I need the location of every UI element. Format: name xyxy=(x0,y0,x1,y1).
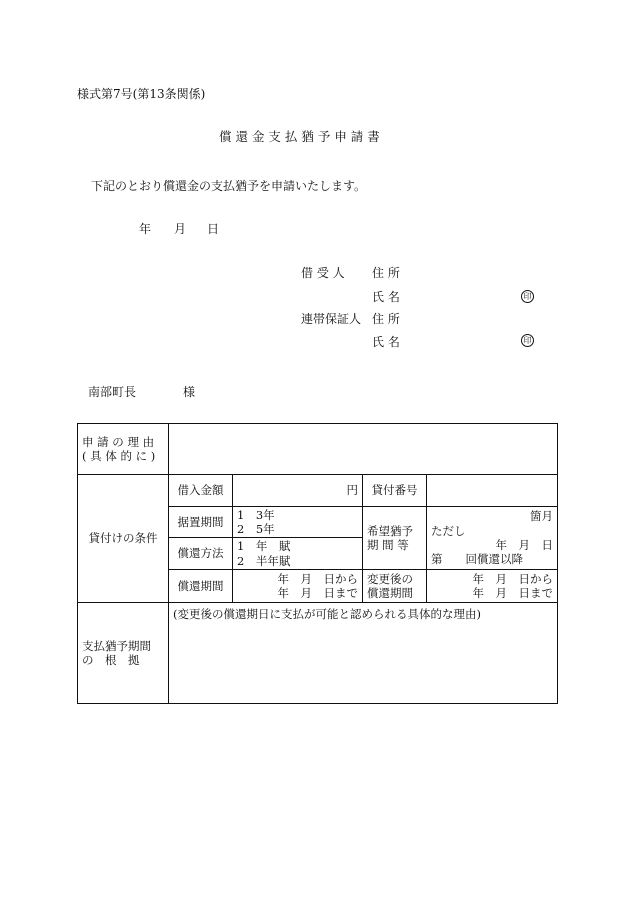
yen-unit: 円 xyxy=(346,483,358,498)
reason-label: 申 請 の 理 由 ( 具 体 的 に ) xyxy=(78,424,169,475)
conditions-label: 貸付けの条件 xyxy=(78,475,169,603)
repay-period-label: 償還期間 xyxy=(169,570,233,603)
grace-period-label: 据置期間 xyxy=(169,507,233,538)
application-table xyxy=(77,423,558,704)
seal-icon: 印 xyxy=(521,334,534,347)
repayment-method-options[interactable]: 1 年 賦 2 半年賦 xyxy=(233,538,363,570)
desired-field[interactable]: 箇月 ただし 年 月 日 第 回償還以降 xyxy=(427,507,558,570)
repay-period-field[interactable]: 年 月 日から 年 月 日まで xyxy=(233,570,363,603)
date-year: 年 xyxy=(139,222,152,236)
desired-label: 希望猶予 期 間 等 xyxy=(363,507,427,570)
borrower-name-label: 氏 名 xyxy=(372,290,400,304)
changed-period-label: 変更後の 償還期間 xyxy=(363,570,427,603)
basis-field[interactable] xyxy=(169,603,558,704)
guarantor-address-label: 住 所 xyxy=(372,312,400,326)
guarantor-label: 連帯保証人 xyxy=(301,312,362,326)
intro-text: 下記のとおり償還金の支払猶予を申請いたします。 xyxy=(91,179,367,193)
basis-note: (変更後の償還期日に支払が可能と認められる具体的な理由) xyxy=(173,607,481,621)
guarantor-name-label: 氏 名 xyxy=(372,335,400,349)
repayment-method-label: 償還方法 xyxy=(169,538,233,570)
addressee-honorific: 様 xyxy=(183,385,196,399)
borrower-label: 借 受 人 xyxy=(301,266,345,280)
date-day: 日 xyxy=(207,222,220,236)
seal-icon: 印 xyxy=(521,290,534,303)
document-title: 償 還 金 支 払 猶 予 申 請 書 xyxy=(219,129,380,144)
loan-amount-label: 借入金額 xyxy=(169,475,233,507)
loan-number-field[interactable] xyxy=(427,475,558,507)
basis-label: 支払猶予期間 の 根 拠 xyxy=(78,603,169,704)
changed-period-field[interactable]: 年 月 日から 年 月 日まで xyxy=(427,570,558,603)
borrower-address-label: 住 所 xyxy=(372,266,400,280)
loan-amount-field[interactable] xyxy=(233,475,363,507)
reason-field[interactable] xyxy=(169,424,558,475)
form-number: 様式第7号(第13条関係) xyxy=(77,87,206,101)
addressee-name: 南部町長 xyxy=(88,385,137,399)
loan-number-label: 貸付番号 xyxy=(363,475,427,507)
grace-period-options[interactable]: 1 3年 2 5年 xyxy=(233,507,363,538)
date-month: 月 xyxy=(174,222,187,236)
